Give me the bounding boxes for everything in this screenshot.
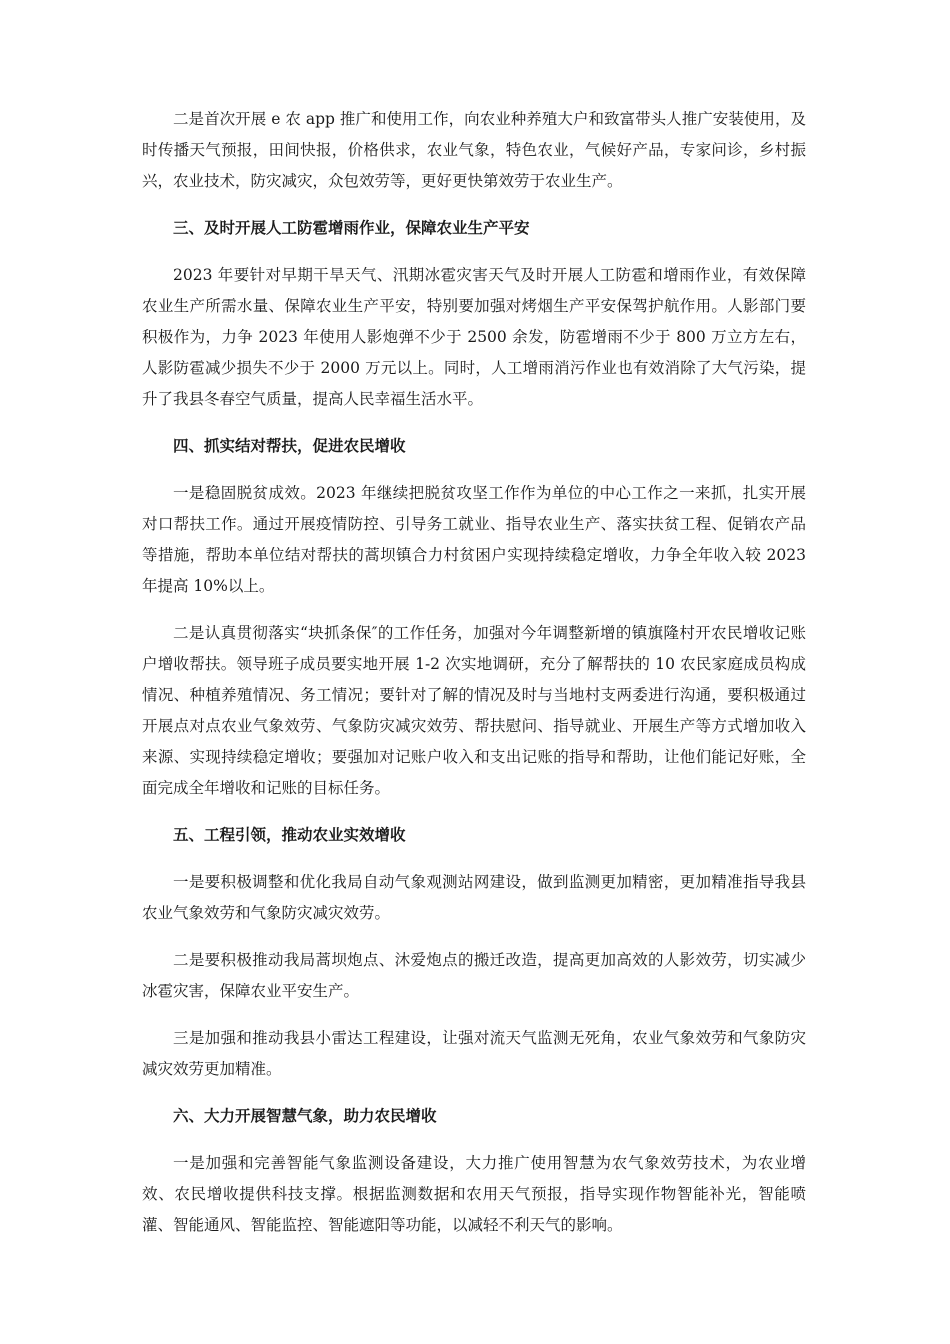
- document-body: [142, 104, 806, 1257]
- paragraph-smart-weather: 一是加强和完善智能气象监测设备建设，大力推广使用智慧为农气象效劳技术，为农业增效、农民增收提供科技支撑。根据监测数据和农用天气预报，指导实现作物智能补光，智能喷灌、智能通风、智能监控、智能遮阳等功能，以减轻不利天气的影响。: [142, 1154, 806, 1234]
- paragraph-poverty-results: 一是稳固脱贫成效。2023 年继续把脱贫攻坚工作作为单位的中心工作之一来抓，扎实开展对口帮扶工作。通过开展疫情防控、引导务工就业、指导农业生产、落实扶贫工程、促销农产品等措施，帮助本单位结对帮扶的蒿坝镇合力村贫困户实现持续稳定增收，力争全年收入较 2023 年提高 10%以上。: [142, 484, 806, 595]
- heading-section-5: 五、工程引领，推动农业实效增收: [173, 826, 406, 844]
- paragraph-station-network: 一是要积极调整和优化我局自动气象观测站网建设，做到监测更加精密，更加精准指导我县农业气象效劳和气象防灾减灾效劳。: [142, 873, 806, 922]
- heading-section-6: 六、大力开展智慧气象，助力农民增收: [173, 1107, 437, 1125]
- heading-section-4: 四、抓实结对帮扶，促进农民增收: [173, 437, 406, 455]
- paragraph-gun-relocation: 二是要积极推动我局蒿坝炮点、沐爱炮点的搬迁改造，提高更加高效的人影效劳，切实减少冰雹灾害，保障农业平安生产。: [142, 951, 806, 1000]
- paragraph-small-radar: 三是加强和推动我县小雷达工程建设，让强对流天气监测无死角，农业气象效劳和气象防灾减灾效劳更加精准。: [142, 1029, 806, 1078]
- paragraph-e-nong-app: 二是首次开展 e 农 app 推广和使用工作，向农业种养殖大户和致富带头人推广安装使用，及时传播天气预报，田间快报，价格供求，农业气象，特色农业，气候好产品，专家问诊，乡村振兴，农业技术，防灾减灾，众包效劳等，更好更快第效劳于农业生产。: [142, 110, 806, 190]
- heading-section-3: 三、及时开展人工防雹增雨作业，保障农业生产平安: [173, 219, 530, 237]
- paragraph-account-assistance: 二是认真贯彻落实“块抓条保″的工作任务，加强对今年调整新增的镇旗隆村开农民增收记账户增收帮扶。领导班子成员要实地开展 1-2 次实地调研，充分了解帮扶的 10 农民家庭成员构成情况、种植养殖情况、务工情况；要针对了解的情况及时与当地村支两委进行沟通，要积极通过开展点对点农业气象效劳、气象防灾减灾效劳、帮扶慰问、指导就业、开展生产等方式增加收入来源、实现持续稳定增收；要强加对记账户收入和支出记账的指导和帮助，让他们能记好账，全面完成全年增收和记账的目标任务。: [142, 624, 806, 797]
- paragraph-weather-modification: 2023 年要针对早期干旱天气、汛期冰雹灾害天气及时开展人工防雹和增雨作业，有效保障农业生产所需水量、保障农业生产平安，特别要加强对烤烟生产平安保驾护航作用。人影部门要积极作为，力争 2023 年使用人影炮弹不少于 2500 余发，防雹增雨不少于 800 万立方左右，人影防雹减少损失不少于 2000 万元以上。同时，人工增雨消污作业也有效消除了大气污染，提升了我县冬春空气质量，提高人民幸福生活水平。: [142, 266, 806, 408]
